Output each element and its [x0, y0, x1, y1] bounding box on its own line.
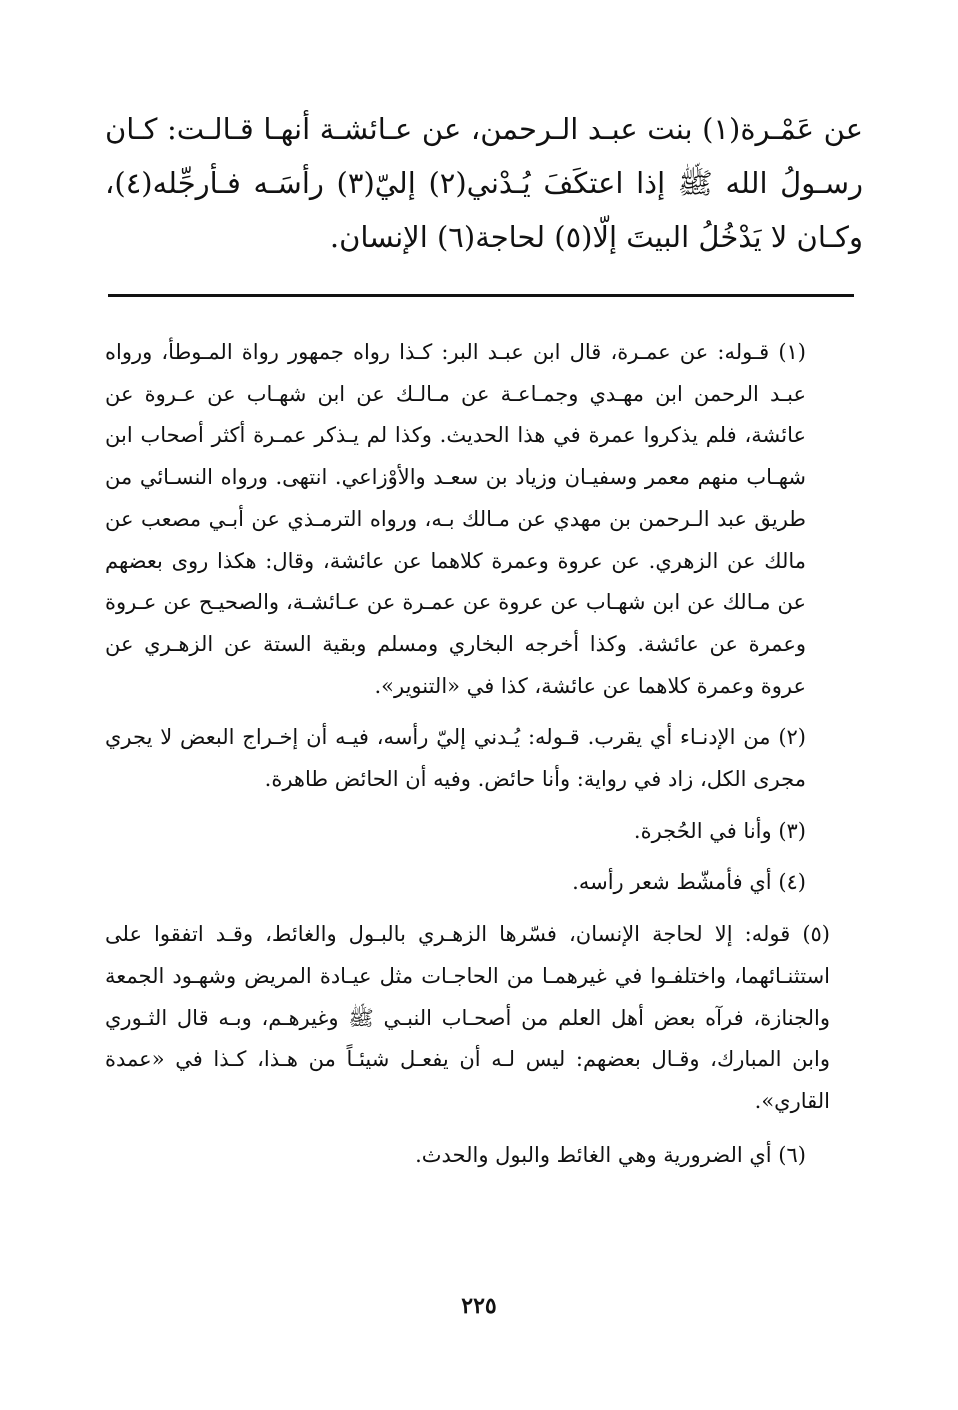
footnote-4-text: (٤) أي فأمشّط شعر رأسه. [572, 870, 806, 895]
footnote-6-text: (٦) أي الضرورية وهي الغائط والبول والحدث. [415, 1142, 806, 1167]
footnote-3-text: (٣) وأنا في الحُجرة. [633, 818, 806, 843]
footnote-3 [105, 811, 860, 853]
footnote-2 [105, 717, 860, 800]
footnote-2-text: (٢) من الإدنـاء أي يقرب. قـوله: يُـدني إليّ رأسه، فيـه أن إخـراج البعض لا يجري مجرى الكل، زاد في رواية: وأنا حائض. وفيه أن الحائض طاهرة. [105, 725, 806, 792]
footnote-5 [105, 914, 860, 1123]
footnote-1 [105, 332, 860, 707]
footnote-separator [108, 294, 854, 297]
footnotes-section [105, 332, 860, 1176]
hadith-main-text: عن عَمْـرة(١) بنت عبـد الـرحمن، عن عـائشـة أنهـا قـالـت: كـان رسـولُ الله ﷺ إذا اعتكَفَ يُـدْني(٢) إليّ(٣) رأسَـه فـأرجِّله(٤)، وكـان لا يَدْخُلُ البيتَ إلّا(٥) لحاجة(٦) الإنسان. [105, 112, 864, 254]
footnote-4 [105, 862, 860, 904]
footnote-1-text: (١) قـوله: عن عمـرة، قال ابن عبـد البر: كـذا رواه جمهور رواة المـوطأ، ورواه عبـد الرحمن ابن مهـدي وجمـاعـة عن مـالـك عن ابن شهـاب عن عـروة عن عائشة، فلم يذكروا عمرة في هذا الحديث. وكذا لم يـذكر عمـرة أكثر أصحاب ابن شهـاب منهم معمر وسفيـان وزياد بن سعـد والأوْزاعي. انتهى. ورواه النسـائي من طريق عبد الـرحمن بن مهدي عن مـالك بـه، ورواه الترمـذي عن أبـي مصعب عن مالك عن الزهري. عن عروة وعمرة كلاهما عن عائشة، وقال: هكذا روى بعضهم عن مـالك عن ابن شهـاب عن عروة عن عمـرة عن عـائشـة، والصحيـح عن عـروة وعمرة عن عائشة. وكذا أخرجه البخاري ومسلم وبقية الستة عن الزهـري عن عروة وعمرة كلاهما عن عائشة، كذا في «التنوير». [105, 340, 806, 698]
footnote-5-text: (٥) قوله: إلا لحاجة الإنسان، فسّرها الزهـري بالبـول والغائط، وقـد اتفقوا على استثنـائهما، واختلفـوا في غيرهمـا من الحاجـات مثل عيـادة المريض وشهـود الجمعة والجنازة، فرآه بعض أهل العلم من أصحـاب النبـي ﷺ وغيرهـم، وبـه قال الثـوري وابن المبارك، وقـال بعضهم: ليس لـه أن يفعـل شيئـاً من هـذا، كـذا في «عمدة القاري». [105, 922, 830, 1113]
page-number: ٢٢٥ [461, 1293, 497, 1319]
footnote-6 [105, 1135, 860, 1177]
